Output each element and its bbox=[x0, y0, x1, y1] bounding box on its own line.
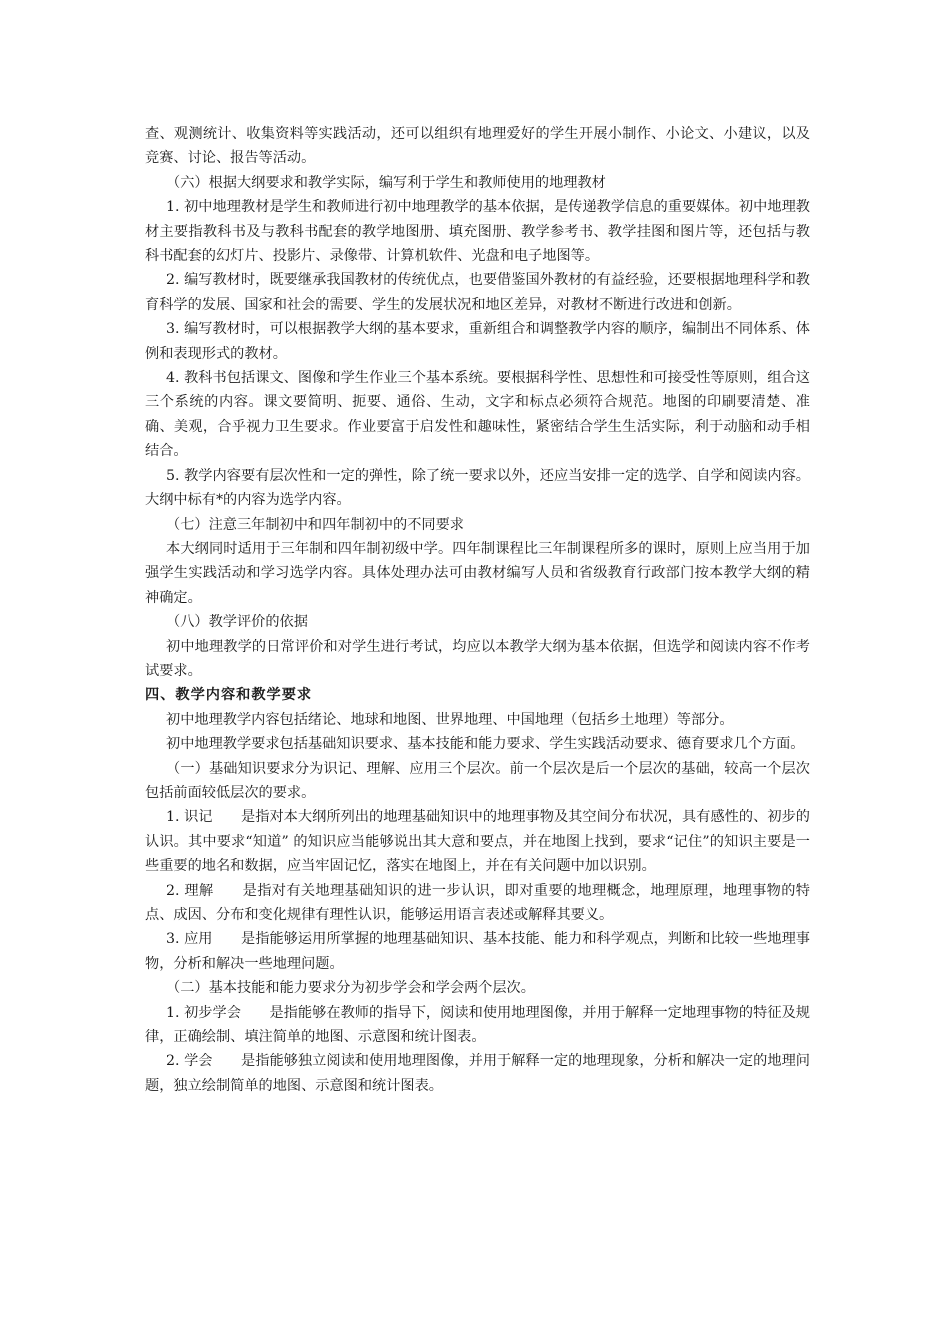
paragraph: 4. 教科书包括课文、图像和学生作业三个基本系统。要根据科学性、思想性和可接受性等原则，组合这三个系统的内容。课文要简明、扼要、通俗、生动，文字和标点必须符合规范。地图的印刷要清楚、准确、美观，合乎视力卫生要求。作业要富于启发性和趣味性，紧密结合学生生活实际，利于动脑和动手相结合。 bbox=[145, 370, 810, 460]
paragraph: 2. 理解 是指对有关地理基础知识的进一步认识，即对重要的地理概念，地理原理，地理事物的特点、成因、分布和变化规律有理性认识，能够运用语言表述或解释其要义。 bbox=[145, 882, 810, 923]
paragraph: 1. 识记 是指对本大纲所列出的地理基础知识中的地理事物及其空间分布状况，具有感性的、初步的认识。其中要求“知道” 的知识应当能够说出其大意和要点，并在地图上找到，要求“记住”的知识主要是一些重要的地名和数据，应当牢固记忆，落实在地图上，并在有关问题中加以识别。 bbox=[145, 809, 810, 875]
paragraph: （二）基本技能和能力要求分为初步学会和学会两个层次。 bbox=[166, 980, 535, 997]
paragraph: （一）基础知识要求分为识记、理解、应用三个层次。前一个层次是后一个层次的基础，较高一个层次包括前面较低层次的要求。 bbox=[145, 760, 810, 801]
section-heading-6: （六）根据大纲要求和教学实际，编写利于学生和教师使用的地理教材 bbox=[166, 174, 606, 191]
paragraph: 1. 初步学会 是指能够在教师的指导下，阅读和使用地理图像，并用于解释一定地理事物的特征及规律，正确绘制、填注简单的地图、示意图和统计图表。 bbox=[145, 1004, 810, 1046]
paragraph: 3. 编写教材时，可以根据教学大纲的基本要求，重新组合和调整教学内容的顺序，编制出不同体系、体例和表现形式的教材。 bbox=[145, 321, 810, 362]
section-heading-7: （七）注意三年制初中和四年制初中的不同要求 bbox=[166, 516, 464, 533]
paragraph: 2. 学会 是指能够独立阅读和使用地理图像，并用于解释一定的地理现象，分析和解决一定的地理问题，独立绘制简单的地图、示意图和统计图表。 bbox=[145, 1053, 810, 1094]
paragraph: 2. 编写教材时，既要继承我国教材的传统优点，也要借鉴国外教材的有益经验，还要根据地理科学和教育科学的发展、国家和社会的需要、学生的发展状况和地区差异，对教材不断进行改进和创新。 bbox=[145, 272, 810, 313]
paragraph: 3. 应用 是指能够运用所掌握的地理基础知识、基本技能、能力和科学观点，判断和比较一些地理事物，分析和解决一些地理问题。 bbox=[145, 931, 810, 972]
paragraph: 初中地理教学要求包括基础知识要求、基本技能和能力要求、学生实践活动要求、德育要求几个方面。 bbox=[166, 736, 805, 753]
paragraph: 查、观测统计、收集资料等实践活动，还可以组织有地理爱好的学生开展小制作、小论文、小建议，以及竞赛、讨论、报告等活动。 bbox=[145, 126, 810, 167]
paragraph: 1. 初中地理教材是学生和教师进行初中地理教学的基本依据，是传递教学信息的重要媒体。初中地理教材主要指教科书及与教科书配套的教学地图册、填充图册、教学参考书、教学挂图和图片等，还包括与教科书配套的幻灯片、投影片、录像带、计算机软件、光盘和电子地图等。 bbox=[145, 199, 810, 265]
paragraph: 5. 教学内容要有层次性和一定的弹性，除了统一要求以外，还应当安排一定的选学、自学和阅读内容。大纲中标有*的内容为选学内容。 bbox=[145, 467, 810, 509]
paragraph: 初中地理教学的日常评价和对学生进行考试，均应以本教学大纲为基本依据，但选学和阅读内容不作考试要求。 bbox=[145, 638, 810, 679]
section-heading-8: （八）教学评价的依据 bbox=[166, 614, 308, 631]
chapter-heading: 四、教学内容和教学要求 bbox=[145, 687, 313, 704]
paragraph: 初中地理教学内容包括绪论、地球和地图、世界地理、中国地理（包括乡土地理）等部分。 bbox=[166, 711, 734, 728]
document-body bbox=[145, 122, 810, 1098]
paragraph: 本大纲同时适用于三年制和四年制初级中学。四年制课程比三年制课程所多的课时，原则上应当用于加强学生实践活动和学习选学内容。具体处理办法可由教材编写人员和省级教育行政部门按本教学大纲的精神确定。 bbox=[145, 540, 810, 606]
